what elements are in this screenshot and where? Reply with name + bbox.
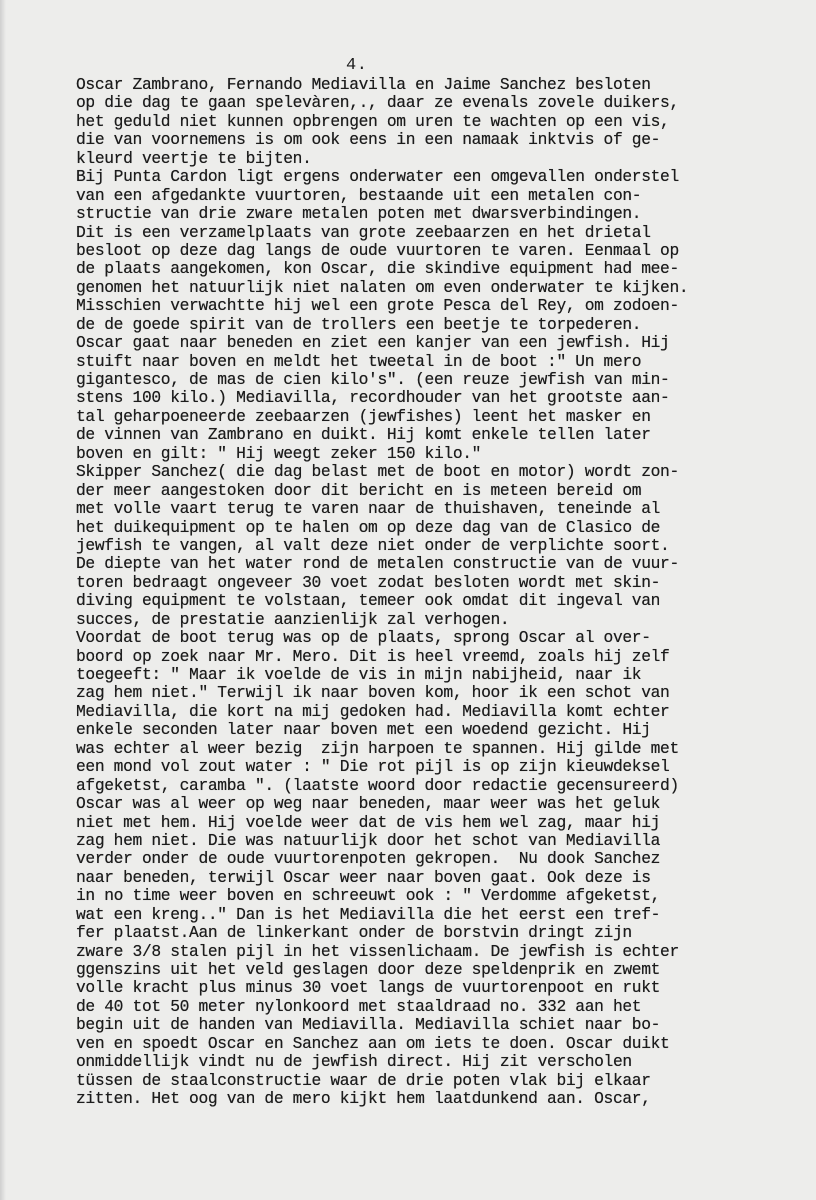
text-line: volle kracht plus minus 30 voet langs de vuurtorenpoot en rukt bbox=[76, 978, 661, 998]
text-line: onmiddellijk vindt nu de jewfish direct. Hij zit verscholen bbox=[76, 1052, 632, 1072]
text-line: enkele seconden later naar boven met een woedend gezicht. Hij bbox=[76, 720, 651, 740]
body-text bbox=[76, 76, 756, 1109]
text-line: op die dag te gaan spelevàren,., daar ze evenals zovele duikers, bbox=[76, 93, 679, 113]
text-line: was echter al weer bezig zijn harpoen te spannen. Hij gilde met bbox=[76, 738, 679, 758]
text-line: toren bedraagt ongeveer 30 voet zodat besloten wordt met skin- bbox=[76, 572, 661, 592]
text-line: verder onder de oude vuurtorenpoten gekropen. Nu dook Sanchez bbox=[76, 849, 661, 869]
text-line: Oscar gaat naar beneden en ziet een kanjer van een jewfish. Hij bbox=[76, 333, 670, 353]
text-line: boven en gilt: " Hij weegt zeker 150 kilo." bbox=[76, 443, 482, 463]
text-line: zitten. Het oog van de mero kijkt hem laatdunkend aan. Oscar, bbox=[76, 1089, 651, 1109]
text-line: ven en spoedt Oscar en Sanchez aan om iets te doen. Oscar duikt bbox=[76, 1033, 670, 1053]
text-line: de plaats aangekomen, kon Oscar, die skindive equipment had mee- bbox=[76, 259, 679, 279]
text-line: wat een kreng.." Dan is het Mediavilla die het eerst een tref- bbox=[76, 904, 661, 924]
text-line: de vinnen van Zambrano en duikt. Hij komt enkele tellen later bbox=[76, 425, 651, 445]
text-line: in no time weer boven en schreeuwt ook : " Verdomme afgeketst, bbox=[76, 886, 661, 906]
text-line: fer plaatst.Aan de linkerkant onder de borstvin dringt zijn bbox=[76, 923, 632, 943]
text-line: afgeketst, caramba ". (laatste woord door redactie gecensureerd) bbox=[76, 775, 679, 795]
text-line: stuift naar boven en meldt het tweetal in de boot :" Un mero bbox=[76, 351, 642, 371]
text-line: die van voornemens is om ook eens in een namaak inktvis of ge- bbox=[76, 130, 661, 150]
text-line: van een afgedankte vuurtoren, bestaande uit een metalen con- bbox=[76, 185, 642, 205]
text-line: toegeeft: " Maar ik voelde de vis in mijn nabijheid, naar ik bbox=[76, 665, 642, 684]
text-line: Mediavilla, die kort na mij gedoken had. Mediavilla komt echter bbox=[76, 701, 670, 721]
text-line: Bij Punta Cardon ligt ergens onderwater een omgevallen onderstel bbox=[76, 167, 679, 187]
text-line: Oscar was al weer op weg naar beneden, maar weer was het geluk bbox=[76, 794, 661, 814]
text-line: het duikequipment op te halen om op deze dag van de Clasico de bbox=[76, 517, 661, 537]
text-line: Misschien verwachtte hij wel een grote Pesca del Rey, om zodoen- bbox=[76, 296, 679, 316]
text-line: ggenszins uit het veld geslagen door deze speldenprik en zwemt bbox=[76, 960, 661, 979]
text-line: genomen het natuurlijk niet nalaten om even onderwater te kijken. bbox=[76, 277, 689, 297]
text-line: zware 3/8 stalen pijl in het vissenlichaam. De jewfish is echter bbox=[76, 941, 679, 961]
text-line: een mond vol zout water : " Die rot pijl is op zijn kieuwdeksel bbox=[76, 757, 670, 777]
text-line: niet met hem. Hij voelde weer dat de vis hem wel zag, maar hij bbox=[76, 812, 661, 832]
text-line: De diepte van het water rond de metalen constructie van de vuur- bbox=[76, 554, 679, 574]
text-line: stens 100 kilo.) Mediavilla, recordhouder van het grootste aan- bbox=[76, 388, 670, 408]
text-line: jewfish te vangen, al valt deze niet onder de verplichte soort. bbox=[76, 535, 670, 555]
text-line: Oscar Zambrano, Fernando Mediavilla en Jaime Sanchez besloten bbox=[76, 75, 651, 94]
page-edge bbox=[0, 0, 6, 1200]
text-line: begin uit de handen van Mediavilla. Mediavilla schiet naar bo- bbox=[76, 1015, 661, 1035]
text-line: der meer aangestoken door dit bericht en is meteen bereid om bbox=[76, 480, 642, 500]
text-line: zag hem niet." Terwijl ik naar boven kom, hoor ik een schot van bbox=[76, 683, 670, 703]
text-line: het geduld niet kunnen opbrengen om uren te wachten op een vis, bbox=[76, 111, 670, 131]
text-line: de de goede spirit van de trollers een beetje te torpederen. bbox=[76, 314, 642, 334]
text-line: met volle vaart terug te varen naar de thuishaven, teneinde al bbox=[76, 499, 661, 519]
text-line: tal geharpoeneerde zeebaarzen (jewfishes) leent het masker en bbox=[76, 406, 651, 426]
text-line: kleurd veertje te bijten. bbox=[76, 148, 312, 168]
text-line: tüssen de staalconstructie waar de drie poten vlak bij elkaar bbox=[76, 1070, 651, 1090]
text-line: besloot op deze dag langs de oude vuurtoren te varen. Eenmaal op bbox=[76, 240, 679, 260]
text-line: zag hem niet. Die was natuurlijk door het schot van Mediavilla bbox=[76, 830, 661, 850]
text-line: structie van drie zware metalen poten met dwarsverbindingen. bbox=[76, 204, 642, 224]
text-line: de 40 tot 50 meter nylonkoord met staaldraad no. 332 aan het bbox=[76, 996, 642, 1016]
text-line: gigantesco, de mas de cien kilo's". (een reuze jewfish van min- bbox=[76, 370, 670, 389]
page-number: 4. bbox=[346, 56, 368, 75]
text-line: succes, de prestatie aanzienlijk zal verhogen. bbox=[76, 609, 510, 629]
text-line: Dit is een verzamelplaats van grote zeebaarzen en het drietal bbox=[76, 222, 651, 242]
text-line: diving equipment te volstaan, temeer ook omdat dit ingeval van bbox=[76, 591, 661, 611]
text-line: Skipper Sanchez( die dag belast met de boot en motor) wordt zon- bbox=[76, 462, 679, 482]
text-line: Voordat de boot terug was op de plaats, sprong Oscar al over- bbox=[76, 628, 651, 648]
text-line: boord op zoek naar Mr. Mero. Dit is heel vreemd, zoals hij zelf bbox=[76, 646, 670, 666]
text-line: naar beneden, terwijl Oscar weer naar boven gaat. Ook deze is bbox=[76, 867, 651, 887]
